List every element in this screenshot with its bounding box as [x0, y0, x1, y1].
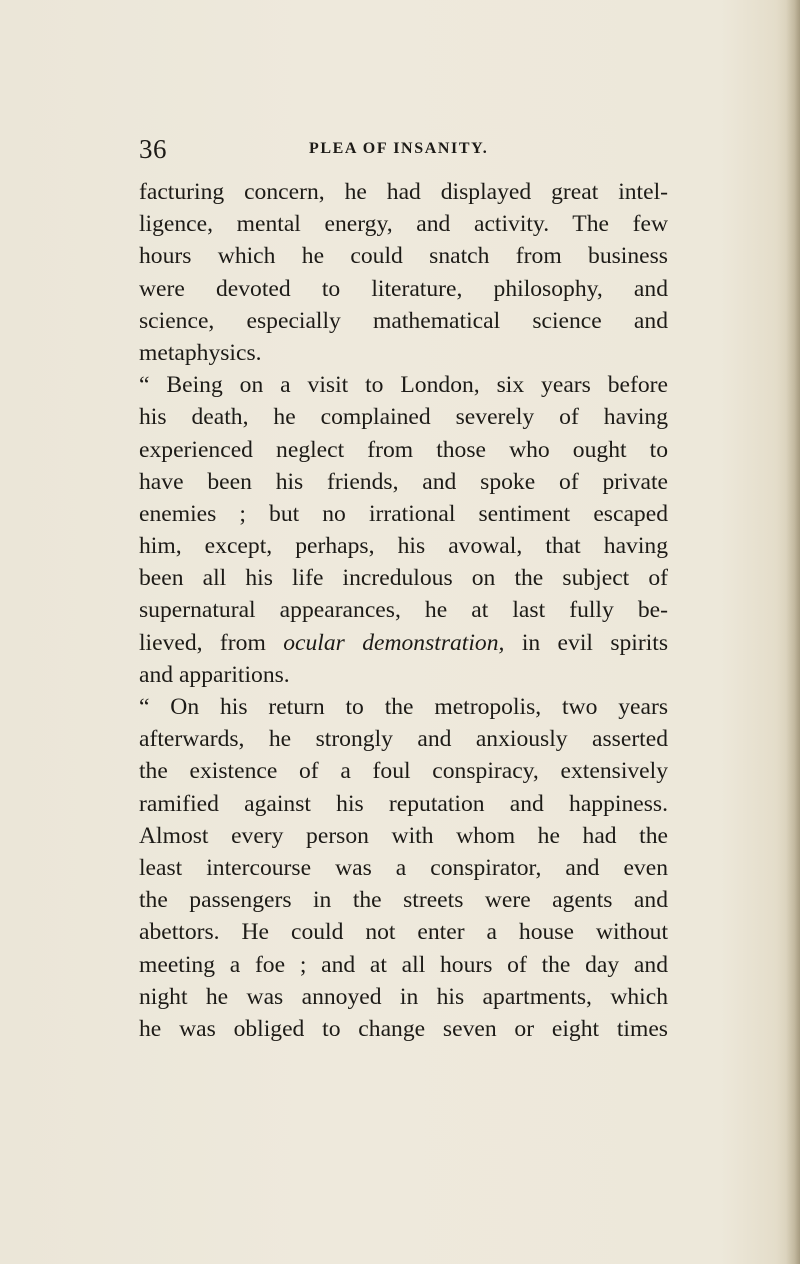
italic-phrase: ocular demonstration, [283, 629, 505, 656]
text-segment: lieved, from [139, 629, 284, 656]
body-text [139, 176, 668, 1045]
page-gutter-shadow [786, 0, 800, 1264]
text-line-with-italic [139, 627, 668, 659]
text-line: abettors. He could not enter a house without [139, 919, 668, 946]
text-line-paragraph-start: “ Being on a visit to London, six years before [139, 372, 668, 399]
page-header [139, 132, 719, 166]
running-head: PLEA OF INSANITY. [309, 140, 489, 157]
text-line: enemies ; but no irrational sentiment escaped [139, 500, 668, 527]
text-line: Almost every person with whom he had the [139, 822, 668, 849]
text-line: the passengers in the streets were agents and [139, 887, 668, 914]
text-segment: in evil spirits [504, 629, 669, 656]
text-line: ramified against his reputation and happiness. [139, 790, 668, 817]
text-line: have been his friends, and spoke of private [139, 468, 668, 495]
text-line: hours which he could snatch from business [139, 243, 668, 270]
text-line: supernatural appearances, he at last fully be- [139, 597, 668, 624]
text-line: him, except, perhaps, his avowal, that having [139, 533, 668, 560]
text-line: ligence, mental energy, and activity. The few [139, 211, 668, 238]
text-line: were devoted to literature, philosophy, and [139, 275, 668, 302]
text-line: night he was annoyed in his apartments, which [139, 983, 668, 1010]
page-number: 36 [139, 134, 167, 164]
text-line: been all his life incredulous on the subject of [139, 565, 668, 592]
text-line: he was obliged to change seven or eight times [139, 1015, 668, 1042]
text-line: science, especially mathematical science and [139, 307, 668, 334]
text-line-paragraph-end: and apparitions. [139, 661, 290, 688]
text-line: afterwards, he strongly and anxiously asserted [139, 726, 668, 753]
text-line-paragraph-end: metaphysics. [139, 339, 262, 366]
text-line: meeting a foe ; and at all hours of the day and [139, 951, 668, 978]
text-line: facturing concern, he had displayed great intel- [139, 179, 668, 205]
text-line: his death, he complained severely of having [139, 404, 668, 431]
text-line-paragraph-start: “ On his return to the metropolis, two years [139, 694, 668, 720]
text-line: least intercourse was a conspirator, and even [139, 854, 668, 881]
text-line: experienced neglect from those who ought to [139, 436, 668, 463]
text-line: the existence of a foul conspiracy, extensively [139, 758, 668, 785]
